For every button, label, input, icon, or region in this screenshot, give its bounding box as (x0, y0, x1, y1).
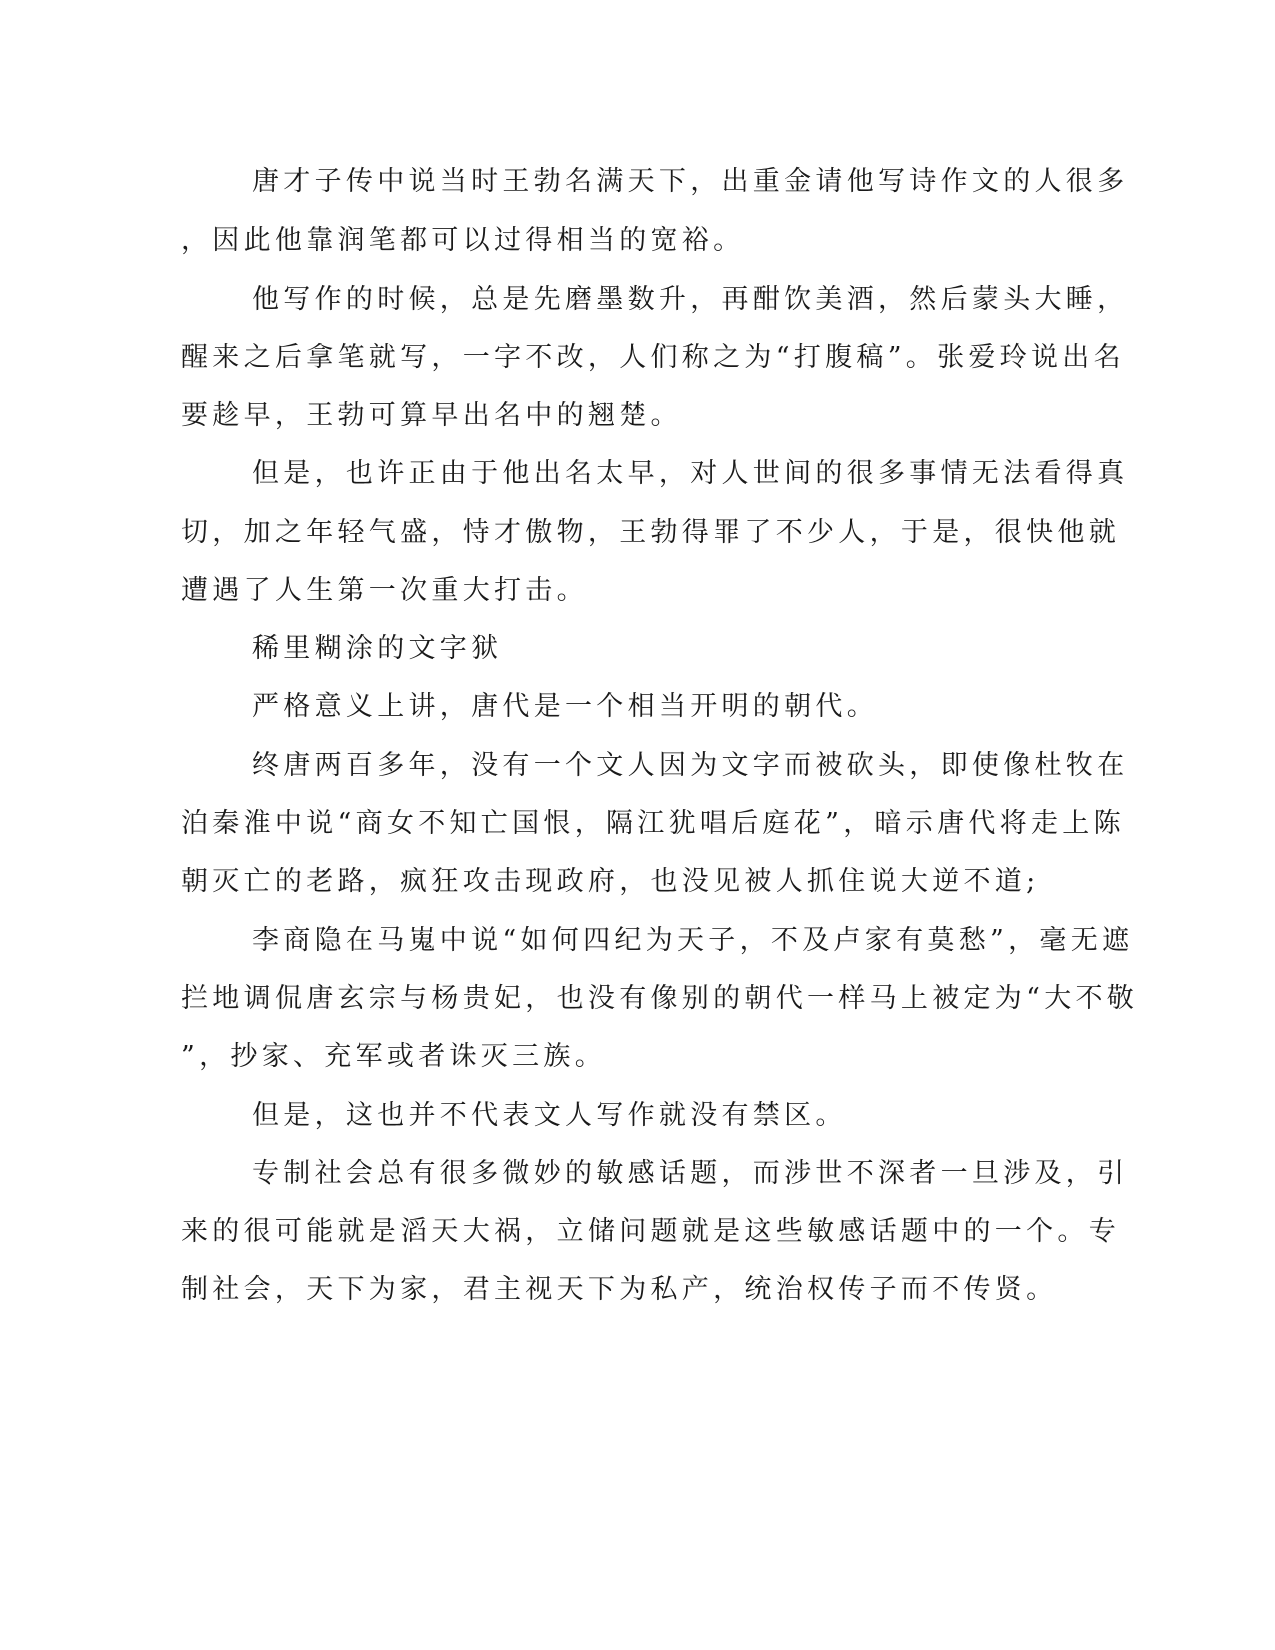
paragraph-2-line-3: 要趁早，王勃可算早出名中的翘楚。 (181, 400, 682, 431)
paragraph-3-line-1: 但是，也许正由于他出名太早，对人世间的很多事情无法看得真 (252, 458, 1129, 489)
section-heading: 稀里糊涂的文字狱 (252, 633, 503, 664)
paragraph-7-line-1: 但是，这也并不代表文人写作就没有禁区。 (252, 1100, 847, 1131)
paragraph-2-line-2: 醒来之后拿笔就写，一字不改，人们称之为“打腹稿”。张爱玲说出名 (181, 342, 1125, 373)
paragraph-6-line-3: ”，抄家、充军或者诛灭三族。 (181, 1041, 607, 1072)
paragraph-2-line-1: 他写作的时候，总是先磨墨数升，再酣饮美酒，然后蒙头大睡， (252, 284, 1129, 315)
paragraph-3-line-3: 遭遇了人生第一次重大打击。 (181, 575, 588, 606)
paragraph-1-line-2: ，因此他靠润笔都可以过得相当的宽裕。 (181, 225, 745, 256)
paragraph-6-line-2: 拦地调侃唐玄宗与杨贵妃，也没有像别的朝代一样马上被定为“大不敬 (181, 983, 1139, 1014)
paragraph-6-line-1: 李商隐在马嵬中说“如何四纪为天子，不及卢家有莫愁”，毫无遮 (252, 925, 1134, 956)
paragraph-5-line-2: 泊秦淮中说“商女不知亡国恨，隔江犹唱后庭花”，暗示唐代将走上陈 (181, 808, 1125, 839)
paragraph-8-line-1: 专制社会总有很多微妙的敏感话题，而涉世不深者一旦涉及，引 (252, 1158, 1129, 1189)
paragraph-3-line-2: 切，加之年轻气盛，恃才傲物，王勃得罪了不少人，于是，很快他就 (181, 517, 1120, 548)
paragraph-5-line-1: 终唐两百多年，没有一个文人因为文字而被砍头，即使像杜牧在 (252, 750, 1129, 781)
paragraph-5-line-3: 朝灭亡的老路，疯狂攻击现政府，也没见被人抓住说大逆不道; (181, 866, 1040, 897)
paragraph-8-line-2: 来的很可能就是滔天大祸，立储问题就是这些敏感话题中的一个。专 (181, 1216, 1120, 1247)
paragraph-1-line-1: 唐才子传中说当时王勃名满天下，出重金请他写诗作文的人很多 (252, 166, 1129, 197)
paragraph-8-line-3: 制社会，天下为家，君主视天下为私产，统治权传子而不传贤。 (181, 1274, 1058, 1305)
paragraph-4-line-1: 严格意义上讲，唐代是一个相当开明的朝代。 (252, 691, 878, 722)
